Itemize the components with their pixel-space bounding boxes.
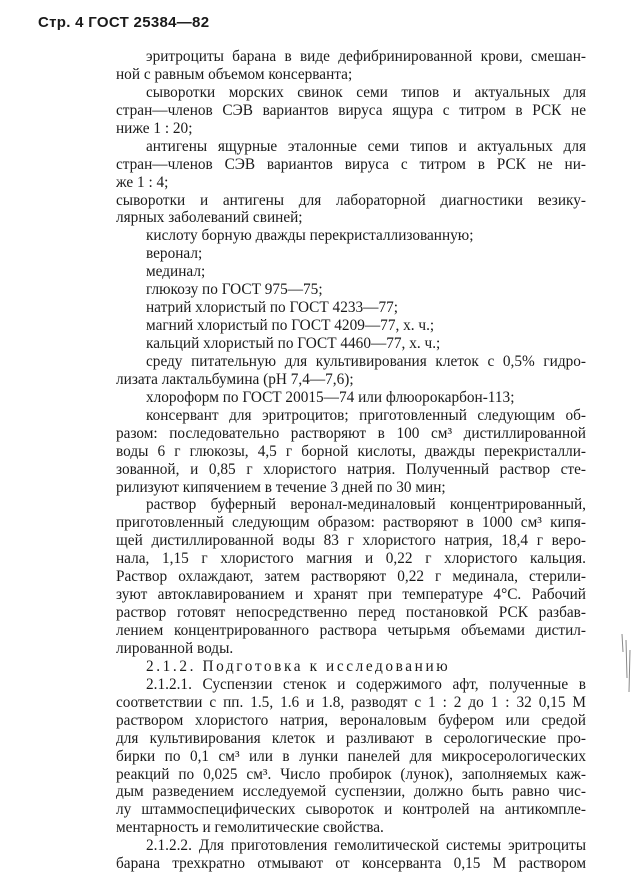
text-line: лярных заболеваний свиней; [116, 209, 303, 227]
text-line: стран—членов СЭВ вариантов вируса с титром в РСК не ни- [116, 155, 586, 173]
text-line: глюкозу по ГОСТ 975—75; [146, 281, 323, 299]
text-line: ной с равным объемом консерванта; [116, 65, 353, 83]
page-header: Стр. 4 ГОСТ 25384—82 [38, 14, 210, 31]
text-line: натрий хлористый по ГОСТ 4233—77; [146, 299, 398, 317]
text-line: стран—членов СЭВ вариантов вируса ящура с титром в РСК не [116, 101, 586, 119]
text-line: лизата лактальбумина (рН 7,4—7,6); [116, 370, 354, 388]
text-line: воды 6 г глюкозы, 4,5 г борной кислоты, дважды перекристалли- [116, 442, 586, 460]
text-line: сыворотки и антигены для лабораторной диагностики везику- [116, 191, 586, 209]
text-line: кислоту борную дважды перекристаллизованную; [146, 227, 474, 245]
text-line: сыворотки морских свинок семи типов и актуальных для [146, 83, 586, 101]
text-line: раствор буферный веронал-мединаловый концентрированный, [146, 496, 586, 514]
text-line: эритроциты барана в виде дефибринированной крови, смешан- [146, 48, 586, 65]
text-line: разом: последовательно растворяют в 100 см³ дистиллированной [116, 424, 586, 442]
text-line: магний хлористый по ГОСТ 4209—77, х. ч.; [146, 317, 435, 335]
text-line: лением концентрированного раствора четырьмя объемами дистил- [116, 622, 586, 639]
margin-scan-mark [618, 632, 636, 696]
text-line: нала, 1,15 г хлористого магния и 0,22 г хлористого кальция. [116, 550, 586, 568]
text-line: 2.1.2.2. Для приготовления гемолитической системы эритроциты [146, 837, 586, 855]
text-line: мединал; [146, 263, 206, 281]
text-line: среду питательную для культивирования клеток с 0,5% гидро- [146, 352, 586, 370]
text-line: консервант для эритроцитов; приготовленный следующим об- [146, 406, 586, 424]
text-line: зуют автоклавированием и хранят при температуре 4°С. Рабочий [116, 586, 586, 604]
text-line: бирки по 0,1 см³ или в лунки панелей для микросерологических [116, 747, 586, 765]
text-line: Раствор охлаждают, затем растворяют 0,22 г мединала, стерили- [116, 568, 586, 586]
text-line: лу штаммоспецифических сывороток и контролей на антикомпле- [116, 801, 586, 819]
text-line: для культивирования клеток и разливают в серологические про- [116, 729, 586, 747]
text-line: рилизуют кипячением в течение 3 дней по 30 мин; [116, 478, 446, 496]
text-line: зованной, и 0,85 г хлористого натрия. Полученный раствор сте- [116, 460, 586, 478]
text-line: раствор готовят непосредственно перед постановкой РСК разбав- [116, 604, 586, 622]
text-line: раствором хлористого натрия, вероналовым буфером или средой [116, 711, 586, 729]
body-text [116, 48, 586, 873]
text-line: ниже 1 : 20; [116, 119, 193, 137]
text-line: дым разведением исследуемой суспензии, должно быть равно чис- [116, 783, 586, 801]
text-line: хлороформ по ГОСТ 20015—74 или флюорокарбон-113; [146, 388, 515, 406]
text-line: 2.1.2.1. Суспензии стенок и содержимого афт, полученные в [146, 675, 586, 693]
text-line: веронал; [146, 245, 203, 263]
text-line: барана трехкратно отмывают от консерванта 0,15 М раствором [116, 855, 586, 873]
text-line: реакций по 0,025 см³. Число пробирок (лунок), заполняемых каж- [116, 765, 586, 783]
text-line: ментарность и гемолитические свойства. [116, 819, 384, 837]
section-heading: 2.1.2. Подготовка к исследованию [146, 657, 451, 675]
text-line: же 1 : 4; [116, 173, 169, 191]
text-line: лированной воды. [116, 639, 234, 657]
text-line: кальций хлористый по ГОСТ 4460—77, х. ч.; [146, 335, 441, 352]
text-line: антигены ящурные эталонные семи типов и актуальных для [146, 137, 586, 155]
text-line: приготовленный следующим образом: растворяют в 1000 см³ кипя- [116, 514, 586, 532]
text-line: соответствии с пп. 1.5, 1.6 и 1.8, разводят с 1 : 2 до 1 : 32 0,15 М [116, 693, 586, 711]
text-line: щей дистиллированной воды 83 г хлористого натрия, 18,4 г веро- [116, 532, 586, 550]
